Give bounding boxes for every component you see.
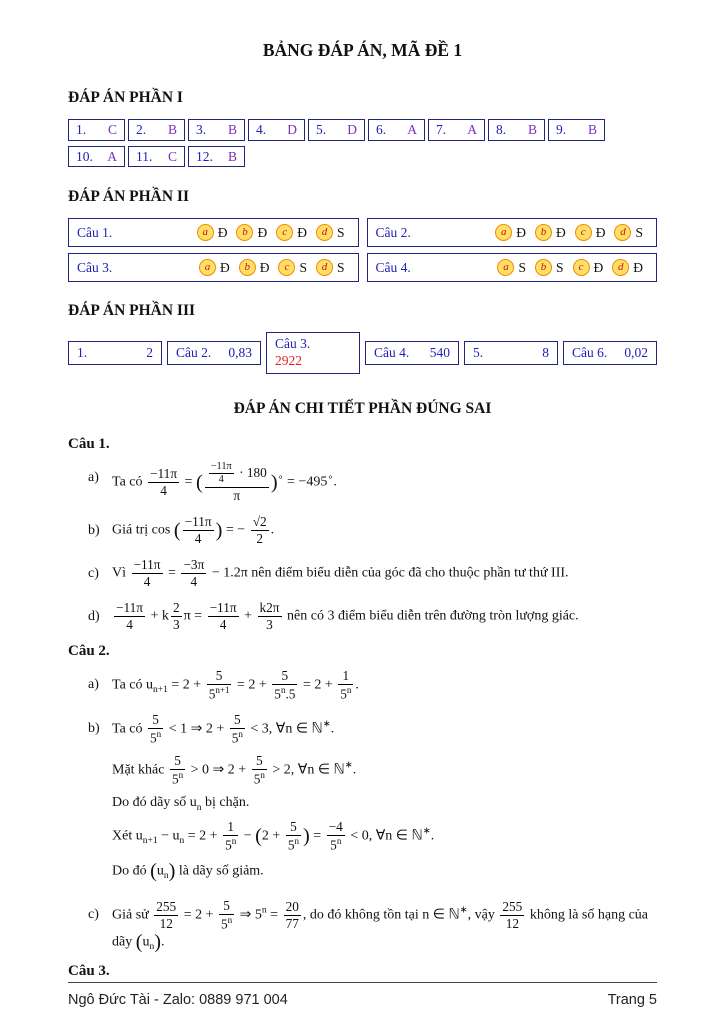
footer-author: Ngô Đức Tài - Zalo: 0889 971 004 [68, 992, 288, 1008]
part1-answer-cell [128, 119, 185, 141]
detail-cau2-item-b [88, 712, 657, 888]
footer-rule [68, 982, 657, 983]
part3-cell [266, 332, 360, 374]
question-number: 8. [496, 122, 507, 137]
option-c-icon: c [575, 224, 592, 241]
answer-letter: D [347, 122, 357, 137]
math-line: $\frac{-11\pi}{4}$ + k $\frac{2}{3}$ π = $\frac{-11\pi}{4}$ + $\frac{k2\pi}{3}$ nên có 3 điểm biểu diễn trên đường tròn lượng giác. [116, 599, 579, 632]
question-label: Câu 3. [275, 336, 311, 351]
page-title: BẢNG ĐÁP ÁN, MÃ ĐỀ 1 [262, 40, 463, 60]
true-false-options [495, 224, 648, 241]
option-b-icon: b [239, 259, 256, 276]
math-line: Ta có $u_{n+1} = 2$ + $\frac{5}{5^{n+1}}$ = 2 + $\frac{5}{5^n.5}$ = 2 + $\frac{1}{5^n}$ . [112, 667, 359, 701]
part1-heading: ĐÁP ÁN PHẦN I [68, 89, 183, 106]
option-a-value: Đ [217, 224, 228, 240]
part2-row-cau3 [68, 253, 359, 282]
part1-answer-cell [368, 119, 425, 141]
answer-letter: B [587, 122, 597, 137]
option-d-value: Đ [633, 259, 643, 275]
question-label: Câu 4. [375, 259, 411, 275]
part1-answer-cell [248, 119, 305, 141]
answer-value: 0,83 [228, 345, 252, 360]
option-a-value: Đ [219, 259, 230, 275]
page-footer [68, 982, 657, 1008]
part1-answer-cell [188, 119, 245, 141]
item-tag: a) [88, 676, 99, 692]
option-a-icon: a [197, 224, 214, 241]
answer-value: 2922 [275, 353, 302, 368]
question-label: Câu 2. [176, 345, 212, 360]
option-b-icon: b [535, 224, 552, 241]
part2-heading: ĐÁP ÁN PHẦN II [68, 188, 189, 205]
question-number: 9. [556, 122, 567, 137]
question-number: 11. [136, 148, 153, 164]
part3-cell [365, 341, 459, 365]
part1-answer-cell [188, 146, 245, 168]
part1-answer-cell [128, 146, 185, 168]
option-b-value: Đ [257, 224, 268, 240]
answer-letter: A [107, 148, 117, 164]
detail-cau1-label: Câu 1. [68, 436, 110, 452]
detail-cau3-label: Câu 3. [68, 962, 110, 979]
item-tag: a) [88, 470, 99, 485]
part1-answer-cell [488, 119, 545, 141]
option-d-value: S [336, 259, 345, 275]
math-line: Ta có $\frac{5}{5^n}$ < 1 ⇒ 2 + $\frac{5}{5^n}$ < 3, ∀n ∈ ℕ∗. Mặt khác $\frac{5}{5^n}$ > 0 ⇒ 2 + $\frac{5}{5^n}$ > 2, ∀n ∈ ℕ∗. Do đó dãy số $u_n$ bị chặn. Xét $u_{n+1} - u_n = 2$ + $\frac{1}{5^n}$ − (2 + $\frac{5}{5^n}$ ) = $\frac{-4}{5^n}$ < 0, ∀n ∈ ℕ∗. Do đó $(u_n)$ là dãy số giảm. [112, 711, 435, 882]
answer-value: 8 [542, 345, 549, 360]
part2-answer-table [68, 218, 657, 282]
question-label: Câu 6. [572, 345, 608, 360]
option-c-icon: c [276, 224, 293, 241]
option-b-value: Đ [259, 259, 270, 275]
question-number: 7. [436, 122, 447, 137]
detail-cau1-item-c [88, 557, 657, 590]
question-label: Câu 3. [77, 259, 113, 275]
question-number: 10. [76, 148, 93, 164]
question-label: 5. [473, 345, 484, 360]
option-a-icon: a [497, 259, 514, 276]
option-a-value: S [518, 259, 526, 275]
part1-answer-cell [428, 119, 485, 141]
question-number: 2. [136, 122, 147, 137]
option-b-value: S [555, 259, 564, 275]
answer-letter: B [227, 148, 237, 164]
answer-value: 2 [146, 345, 153, 360]
math-line: Ta có $\frac{-11\pi}{4}$ = ( $\frac{-11\pi}{4}$ · 180 π )∘ = −495∘. [112, 461, 337, 503]
answer-value: 0,02 [624, 345, 648, 360]
option-b-value: Đ [555, 224, 566, 240]
question-label: 1. [77, 345, 88, 360]
option-d-icon: d [612, 259, 629, 276]
option-a-icon: a [199, 259, 216, 276]
part1-answer-cell [68, 146, 125, 168]
part3-cell [464, 341, 558, 365]
item-tag: b) [88, 720, 100, 736]
option-c-value: S [299, 259, 307, 275]
part3-cell [563, 341, 657, 365]
part3-answer-table [68, 332, 657, 374]
option-c-icon: c [278, 259, 295, 276]
question-label: Câu 2. [375, 224, 411, 240]
option-a-icon: a [495, 224, 512, 241]
option-c-value: Đ [595, 224, 606, 240]
option-c-value: Đ [593, 259, 604, 275]
detail-cau1-item-a [88, 461, 657, 504]
option-d-icon: d [316, 259, 333, 276]
detail-cau2-item-a [88, 668, 657, 702]
part2-row-cau2 [367, 218, 658, 247]
option-d-value: S [635, 224, 643, 240]
true-false-options [497, 259, 648, 276]
true-false-options [197, 224, 350, 241]
part1-answer-table [68, 119, 657, 172]
footer-page-number: Trang 5 [607, 992, 657, 1008]
question-number: 5. [316, 122, 327, 137]
part2-row-cau4 [367, 253, 658, 282]
item-tag: c) [88, 565, 99, 581]
item-tag: b) [88, 522, 100, 538]
question-number: 4. [256, 122, 267, 137]
answer-letter: A [407, 122, 417, 137]
true-false-options [199, 259, 350, 276]
detail-heading: ĐÁP ÁN CHI TIẾT PHẦN ĐÚNG SAI [233, 400, 492, 417]
detail-cau1-item-d [88, 600, 657, 633]
answer-letter: C [167, 148, 177, 164]
math-line: Giả sử $\frac{255}{12}$ = 2 + $\frac{5}{5^n}$ ⇒ $5^n$ = $\frac{20}{77}$ , do đó không tồn tại n ∈ ℕ∗, vậy $\frac{255}{12}$ không là số hạng của dãy $(u_n)$. [112, 897, 649, 954]
part3-cell [68, 341, 162, 365]
option-d-value: S [336, 224, 345, 240]
answer-letter: B [527, 122, 537, 137]
option-c-icon: c [573, 259, 590, 276]
answer-letter: D [287, 122, 297, 137]
question-number: 12. [196, 148, 213, 164]
question-label: Câu 4. [374, 345, 410, 360]
answer-value: 540 [429, 345, 450, 360]
detail-cau1-item-b [88, 514, 657, 547]
answer-letter: A [467, 122, 477, 137]
option-b-icon: b [236, 224, 253, 241]
math-line: Giá trị cos ( $\frac{-11\pi}{4}$ ) = − $\frac{√2}{2}$ . [112, 513, 275, 546]
option-b-icon: b [535, 259, 552, 276]
part1-answer-cell [308, 119, 365, 141]
option-c-value: Đ [297, 224, 307, 240]
question-number: 1. [76, 122, 87, 137]
question-number: 3. [196, 122, 207, 137]
item-tag: d) [88, 608, 100, 624]
answer-letter: B [227, 122, 237, 137]
option-d-icon: d [614, 224, 631, 241]
option-d-icon: d [316, 224, 333, 241]
question-number: 6. [376, 122, 387, 137]
question-label: Câu 1. [77, 224, 113, 240]
item-tag: c) [88, 906, 99, 922]
answer-letter: C [107, 122, 117, 137]
part3-heading: ĐÁP ÁN PHẦN III [68, 302, 196, 319]
part1-answer-cell [548, 119, 605, 141]
part2-row-cau1 [68, 218, 359, 247]
detail-cau2-label: Câu 2. [68, 642, 110, 659]
math-line: Vì $\frac{-11\pi}{4}$ = $\frac{-3\pi}{4}$ − 1.2π nên điểm biểu diễn của góc đã cho thuộc phần tư thứ III. [112, 556, 569, 589]
part1-answer-cell [68, 119, 125, 141]
detail-cau2-item-c [88, 898, 657, 953]
option-a-value: Đ [516, 224, 526, 240]
answer-letter: B [167, 122, 177, 137]
part3-cell [167, 341, 261, 365]
